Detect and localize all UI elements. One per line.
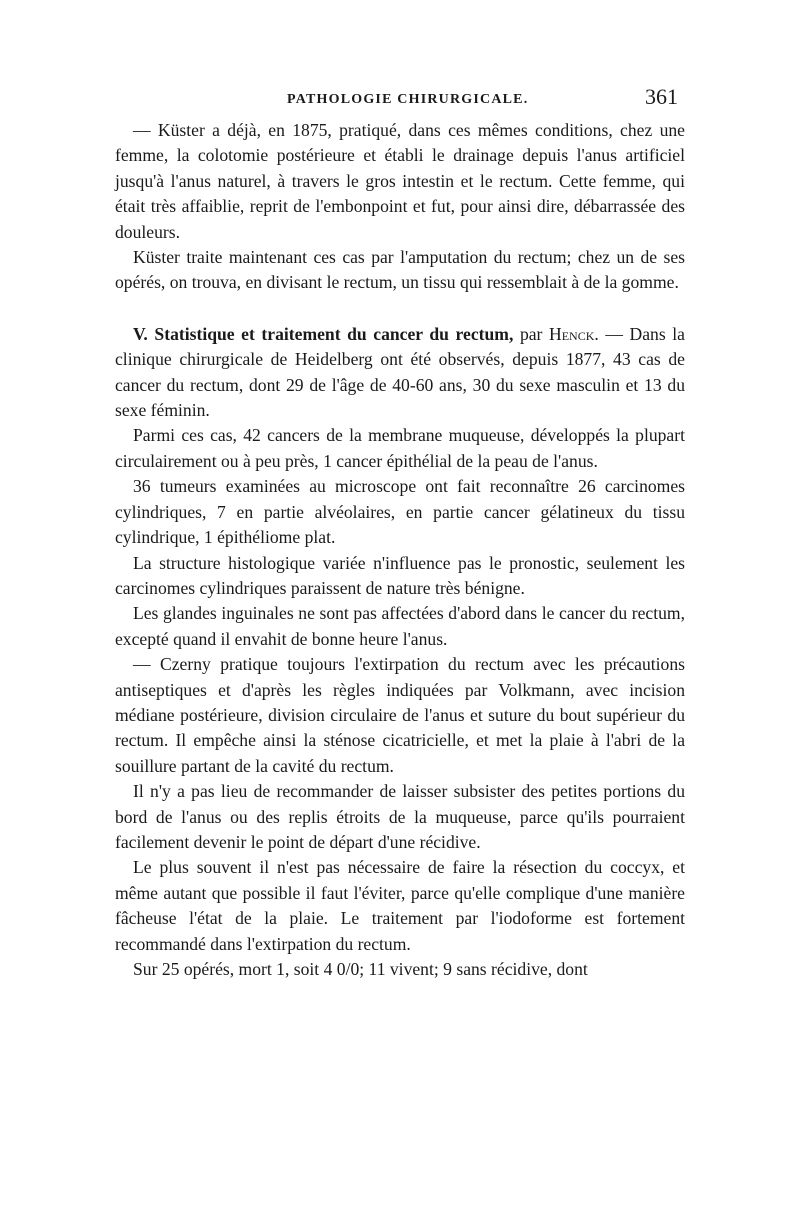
paragraph-kuster-amputation: Küster traite maintenant ces cas par l'amputation du rectum; chez un de ses opérés, on trouva, en divisant le rectum, un tissu qui ressemblait à de la gomme. [115,247,685,293]
paragraph-kuster-colotomy: — Küster a déjà, en 1875, pratiqué, dans ces mêmes conditions, chez une femme, la colotomie postérieure et établi le drainage depuis l'anus artificiel jusqu'à l'anus naturel, à travers le gros intestin et le rectum. Cette femme, qui était très affaiblie, reprit de l'embonpoint et fut, pour ainsi dire, débarrassée des douleurs. [115,120,685,242]
paragraph-mucosa-cancers: Parmi ces cas, 42 cancers de la membrane muqueuse, développés la plupart circulairement ou à peu près, 1 cancer épithélial de la peau de l'anus. [115,425,685,471]
paragraph-recurrence: Il n'y a pas lieu de recommander de laisser subsister des petites portions du bord de l'anus ou des replis étroits de la muqueuse, parce qu'ils pourraient facilement devenir le point de départ d'une récidive. [115,781,685,852]
paragraph-microscope: 36 tumeurs examinées au microscope ont fait reconnaître 26 carcinomes cylindriques, 7 en partie alvéolaires, en partie cancer gélatineux du tissu cylindrique, 1 épithéliome plat. [115,476,685,548]
section-author: Henck [549,323,595,344]
running-title: PATHOLOGIE CHIRURGICALE. [287,92,529,107]
section-dash: . — [594,323,623,344]
paragraph-czerny: — Czerny pratique toujours l'extirpation du rectum avec les précautions antiseptiques et d'après les règles indiquées par Volkmann, avec incision médiane postérieure, division circulaire de l'anus et suture du bout supérieur du rectum. Il empêche ainsi la sténose cicatricielle, et met la plaie à l'abri de la souillure partant de la cavité du rectum. [115,654,685,776]
section-heading-paragraph [115,322,685,424]
section-title: V. Statistique et traitement du cancer du rectum, [133,323,514,344]
section-spacer [115,296,685,322]
paragraph-outcomes: Sur 25 opérés, mort 1, soit 4 0/0; 11 vivent; 9 sans récidive, dont [133,959,588,979]
body-text [115,118,685,982]
paragraph-coccyx: Le plus souvent il n'est pas nécessaire de faire la résection du coccyx, et même autant que possible il faut l'éviter, parce qu'elle complique d'une manière fâcheuse l'état de la plaie. Le traitement par l'iodoforme est fortement recommandé dans l'extirpation du rectum. [115,857,685,954]
paragraph-histology: La structure histologique variée n'influence pas le pronostic, seulement les carcinomes cylindriques paraissent de nature très bénigne. [115,552,685,598]
section-by: par [519,323,543,344]
section-body: Dans la clinique chirurgicale de Heidelberg ont été observés, depuis 1877, 43 cas de cancer du rectum, dont 29 de l'âge de 40-60 ans, 30 du sexe masculin et 13 du sexe féminin. [115,323,685,421]
page-number: 361 [645,84,678,109]
paragraph-inguinal-glands: Les glandes inguinales ne sont pas affectées d'abord dans le cancer du rectum, excepté quand il envahit de bonne heure l'anus. [115,603,685,649]
